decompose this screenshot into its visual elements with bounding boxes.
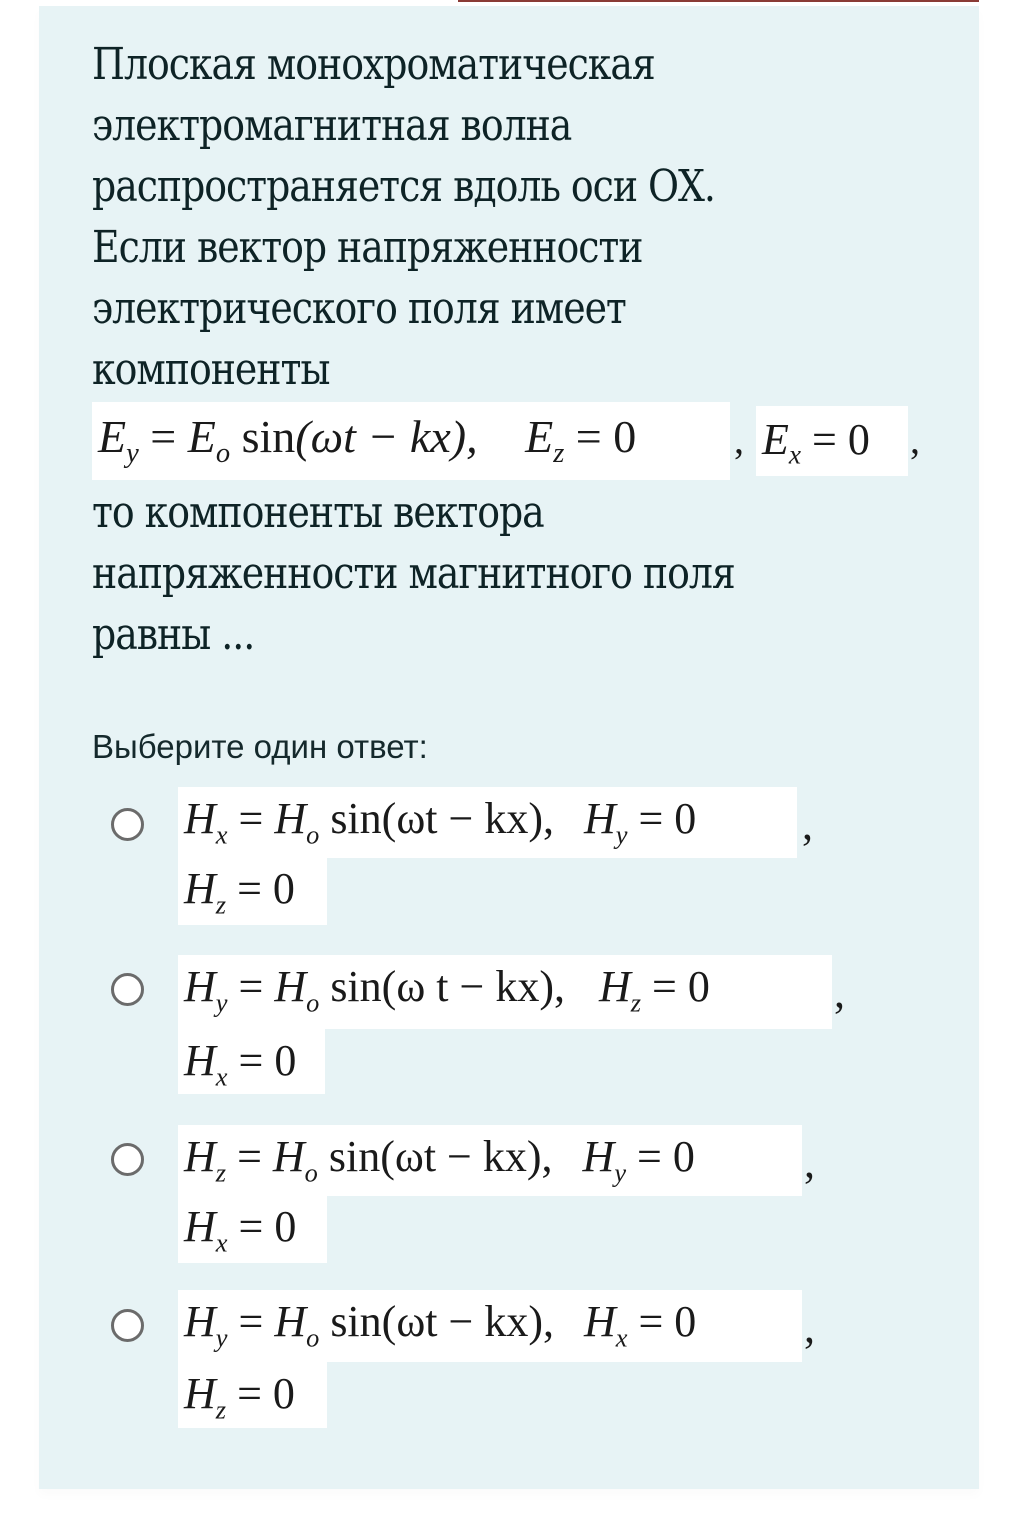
formula-ey-ez: [98, 410, 636, 470]
symbol: E: [98, 411, 127, 462]
subscript: z: [215, 1157, 227, 1188]
question-line: то компоненты вектора: [92, 487, 544, 538]
radio-button[interactable]: [111, 973, 144, 1006]
value: = 0: [227, 1202, 297, 1251]
subscript: x: [615, 1322, 628, 1353]
subscript: o: [306, 819, 320, 850]
subscript: o: [304, 1157, 318, 1188]
subscript: z: [553, 437, 565, 469]
subscript: y: [126, 437, 139, 469]
subscript: x: [215, 1061, 228, 1092]
subscript: x: [788, 439, 801, 470]
question-line: распространяется вдоль оси ОХ.: [92, 161, 715, 212]
subscript: z: [630, 987, 642, 1018]
value: = 0: [226, 864, 295, 913]
question-line: электрического поля имеет: [92, 283, 626, 334]
question-line: напряженности магнитного поля: [92, 548, 735, 599]
question-line: равны ...: [92, 609, 255, 660]
value: = 0: [627, 1297, 697, 1346]
answer-prompt: Выберите один ответ:: [92, 728, 428, 765]
subscript: z: [215, 889, 227, 920]
equals: =: [227, 962, 275, 1011]
symbol: H: [583, 1297, 616, 1346]
symbol: H: [274, 1297, 307, 1346]
equals: =: [226, 1132, 273, 1181]
radio-button[interactable]: [111, 808, 144, 841]
symbol: H: [598, 962, 631, 1011]
comma: ,: [802, 800, 813, 849]
value: = 0: [564, 411, 637, 462]
option-formula-line1[interactable]: [184, 793, 696, 851]
option-formula-line1[interactable]: [184, 961, 710, 1019]
value: = 0: [626, 1132, 695, 1181]
subscript: o: [306, 987, 320, 1018]
option-formula-line2[interactable]: [184, 1035, 296, 1093]
function: sin(ωt − kx),: [330, 794, 554, 843]
function: sin(ω t − kx),: [330, 962, 565, 1011]
answer-option-3[interactable]: [108, 1125, 868, 1275]
question-line: электромагнитная волна: [92, 100, 572, 151]
radio-button[interactable]: [111, 1309, 144, 1342]
symbol: H: [184, 1132, 216, 1181]
option-formula-line2[interactable]: [184, 863, 295, 921]
subscript: x: [215, 1227, 228, 1258]
subscript: x: [215, 819, 228, 850]
question-line: компоненты: [92, 344, 330, 395]
radio-button[interactable]: [111, 1143, 144, 1176]
symbol: H: [583, 794, 616, 843]
symbol: E: [762, 415, 789, 464]
symbol: H: [184, 1369, 216, 1418]
equals: =: [227, 794, 275, 843]
subscript: y: [215, 987, 228, 1018]
option-formula-line2[interactable]: [184, 1368, 295, 1426]
question-text-tail: [92, 482, 832, 665]
question-text: [92, 34, 832, 400]
symbol: H: [184, 864, 216, 913]
symbol: H: [184, 962, 216, 1011]
question-line: Если вектор напряженности: [92, 222, 643, 273]
answer-option-1[interactable]: [108, 787, 868, 937]
option-formula-line1[interactable]: [184, 1296, 696, 1354]
symbol: H: [582, 1132, 615, 1181]
subscript: z: [215, 1394, 227, 1425]
answer-option-2[interactable]: [108, 955, 868, 1105]
formula-ex: [762, 414, 870, 471]
equals: =: [227, 1297, 275, 1346]
symbol: H: [272, 1132, 305, 1181]
value: = 0: [801, 415, 870, 464]
value: = 0: [226, 1369, 295, 1418]
symbol: H: [184, 1297, 216, 1346]
comma: ,: [804, 1138, 815, 1187]
equals: =: [138, 411, 188, 462]
answer-option-4[interactable]: [108, 1290, 868, 1440]
value: = 0: [627, 794, 697, 843]
subscript: y: [215, 1322, 228, 1353]
top-accent-line: [458, 0, 979, 2]
option-formula-line1[interactable]: [184, 1131, 695, 1189]
subscript: y: [614, 1157, 627, 1188]
value: = 0: [227, 1036, 297, 1085]
subscript: o: [306, 1322, 320, 1353]
comma: ,: [734, 417, 744, 462]
function: sin(ωt − kx),: [330, 1297, 554, 1346]
function: sin(ωt − kx),: [328, 1132, 553, 1181]
comma: ,: [804, 1303, 815, 1352]
symbol: H: [184, 1202, 216, 1251]
symbol: E: [525, 411, 554, 462]
subscript: y: [615, 819, 628, 850]
value: = 0: [641, 962, 710, 1011]
subscript: o: [215, 437, 231, 469]
option-formula-line2[interactable]: [184, 1201, 296, 1259]
argument: (ωt − kx),: [295, 411, 478, 462]
symbol: H: [184, 1036, 216, 1085]
function: sin: [230, 411, 296, 462]
comma: ,: [834, 968, 845, 1017]
symbol: H: [274, 962, 307, 1011]
symbol: H: [274, 794, 307, 843]
comma: ,: [910, 417, 920, 462]
question-line: Плоская монохроматическая: [92, 39, 655, 90]
symbol: E: [187, 411, 216, 462]
symbol: H: [184, 794, 216, 843]
